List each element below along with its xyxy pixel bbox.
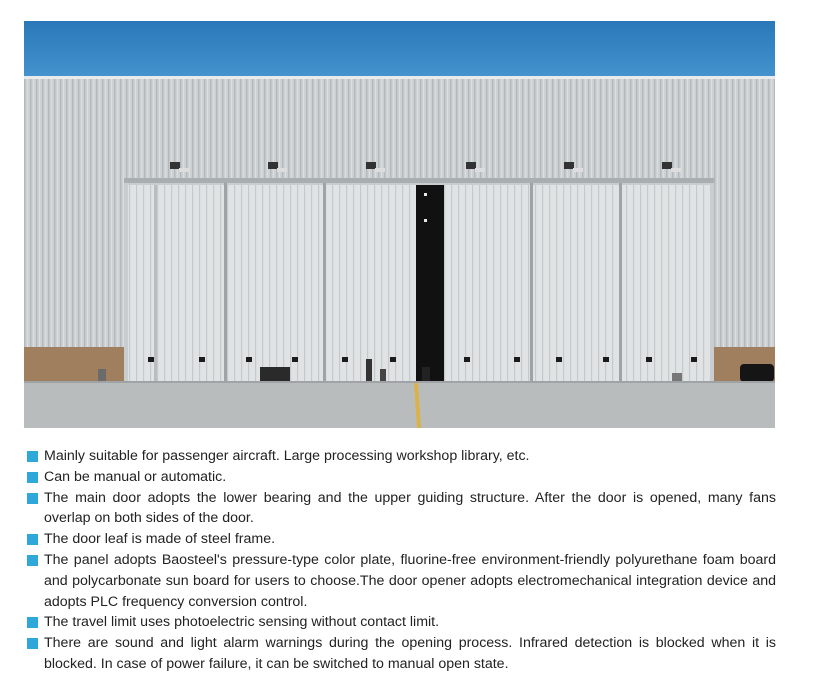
- feature-item: [26, 612, 776, 633]
- feature-list: [26, 446, 776, 675]
- square-bullet-icon: [27, 555, 38, 566]
- square-bullet-icon: [27, 534, 38, 545]
- square-bullet-icon: [27, 472, 38, 483]
- feature-item: [26, 550, 776, 612]
- feature-text: The door leaf is made of steel frame.: [44, 531, 276, 548]
- feature-item: [26, 467, 776, 488]
- square-bullet-icon: [27, 493, 38, 504]
- square-bullet-icon: [27, 638, 38, 649]
- square-bullet-icon: [27, 451, 38, 462]
- feature-text: Mainly suitable for passenger aircraft. Large processing workshop library, etc.: [44, 448, 530, 464]
- feature-item: [26, 488, 776, 530]
- feature-text: There are sound and light alarm warnings during the opening process. Infrared detection is blocked when it is blocked. In case of power failure, it can be switched to manual open state.: [44, 635, 776, 672]
- feature-text: Can be manual or automatic.: [44, 468, 227, 485]
- feature-item: [26, 633, 776, 675]
- square-bullet-icon: [27, 617, 38, 628]
- feature-item: [26, 446, 776, 467]
- feature-text: The panel adopts Baosteel's pressure-type color plate, fluorine-free environment-friendly polyurethane foam board and polycarbonate sun board for users to choose.The door opener adopts electromechanical integration device and adopts PLC frequency conversion control.: [44, 551, 776, 610]
- feature-item: [26, 529, 776, 550]
- hangar-door-photo: [24, 21, 775, 428]
- feature-text: The travel limit uses photoelectric sensing without contact limit.: [44, 614, 440, 631]
- feature-text: The main door adopts the lower bearing and the upper guiding structure. After the door is opened, many fans overlap on both sides of the door.: [44, 489, 776, 527]
